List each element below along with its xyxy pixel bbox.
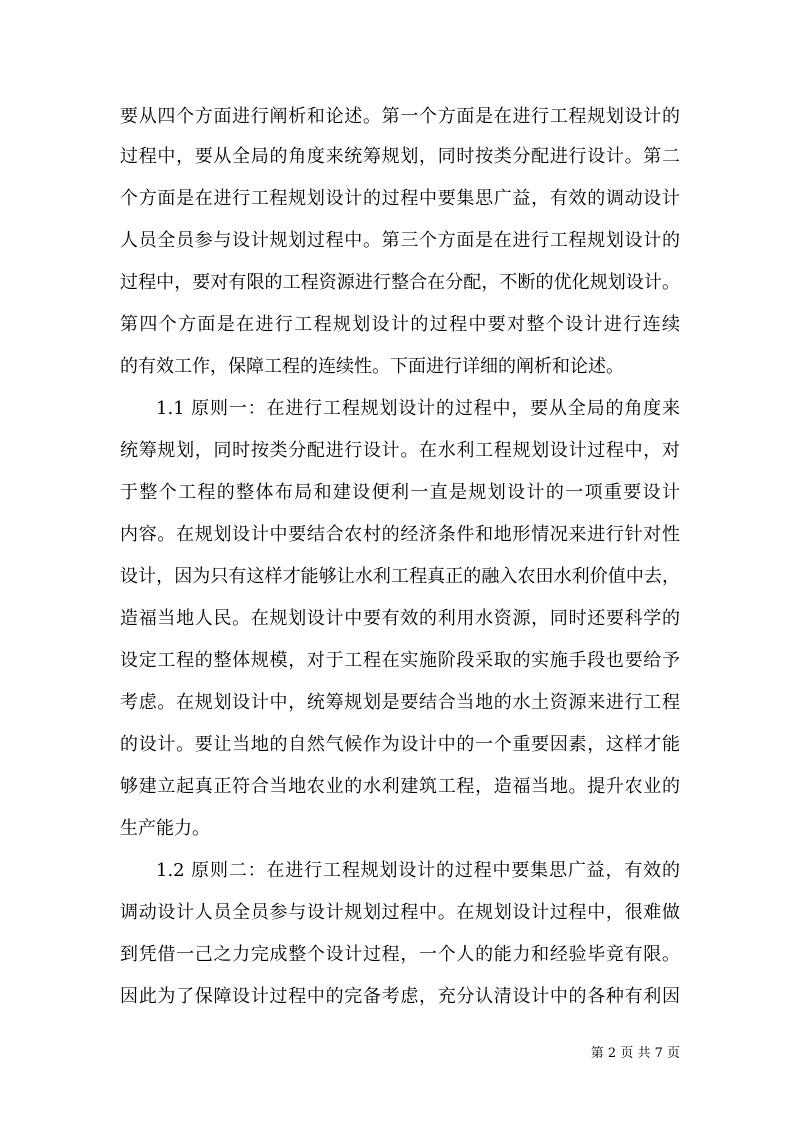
principle-1-heading-line: 1.1 原则一：在进行工程规划设计的过程中，要从全局的角度来 — [156, 398, 680, 419]
principle-1-line: 于整个工程的整体布局和建设便利一直是规划设计的一项重要设计 — [120, 482, 680, 503]
principle-2-line: 调动设计人员全员参与设计规划过程中。在规划设计过程中，很难做 — [120, 902, 680, 923]
intro-line: 过程中，要对有限的工程资源进行整合在分配，不断的优化规划设计。 — [120, 272, 680, 293]
principle-1-line: 内容。在规划设计中要结合农村的经济条件和地形情况来进行针对性 — [120, 524, 680, 545]
intro-line: 个方面是在进行工程规划设计的过程中要集思广益，有效的调动设计 — [120, 188, 680, 209]
principle-1-line: 考虑。在规划设计中，统筹规划是要结合当地的水土资源来进行工程 — [120, 692, 680, 713]
intro-line: 的有效工作，保障工程的连续性。下面进行详细的阐析和论述。 — [120, 356, 624, 377]
principle-1-line: 设计，因为只有这样才能够让水利工程真正的融入农田水利价值中去， — [120, 566, 680, 587]
page-number-footer: 第 2 页 共 7 页 — [590, 1046, 680, 1061]
principle-1-line: 造福当地人民。在规划设计中要有效的利用水资源，同时还要科学的 — [120, 608, 680, 629]
intro-line: 第四个方面是在进行工程规划设计的过程中要对整个设计进行连续 — [120, 314, 680, 335]
principle-2-line: 到凭借一己之力完成整个设计过程，一个人的能力和经验毕竟有限。 — [120, 944, 680, 965]
principle-2-line: 因此为了保障设计过程中的完备考虑，充分认清设计中的各种有利因 — [120, 986, 680, 1007]
principle-1-line: 设定工程的整体规模，对于工程在实施阶段采取的实施手段也要给予 — [120, 650, 680, 671]
principle-1-line: 统筹规划，同时按类分配进行设计。在水利工程规划设计过程中，对 — [120, 440, 680, 461]
principle-1-line: 够建立起真正符合当地农业的水利建筑工程，造福当地。提升农业的 — [120, 776, 680, 797]
principle-1-line: 生产能力。 — [120, 818, 210, 839]
principle-2-heading-line: 1.2 原则二：在进行工程规划设计的过程中要集思广益，有效的 — [156, 860, 680, 881]
intro-line: 人员全员参与设计规划过程中。第三个方面是在进行工程规划设计的 — [120, 230, 680, 251]
intro-line: 过程中，要从全局的角度来统筹规划，同时按类分配进行设计。第二 — [120, 146, 680, 167]
principle-1-line: 的设计。要让当地的自然气候作为设计中的一个重要因素，这样才能 — [120, 734, 680, 755]
intro-line: 要从四个方面进行阐析和论述。第一个方面是在进行工程规划设计的 — [120, 106, 680, 127]
